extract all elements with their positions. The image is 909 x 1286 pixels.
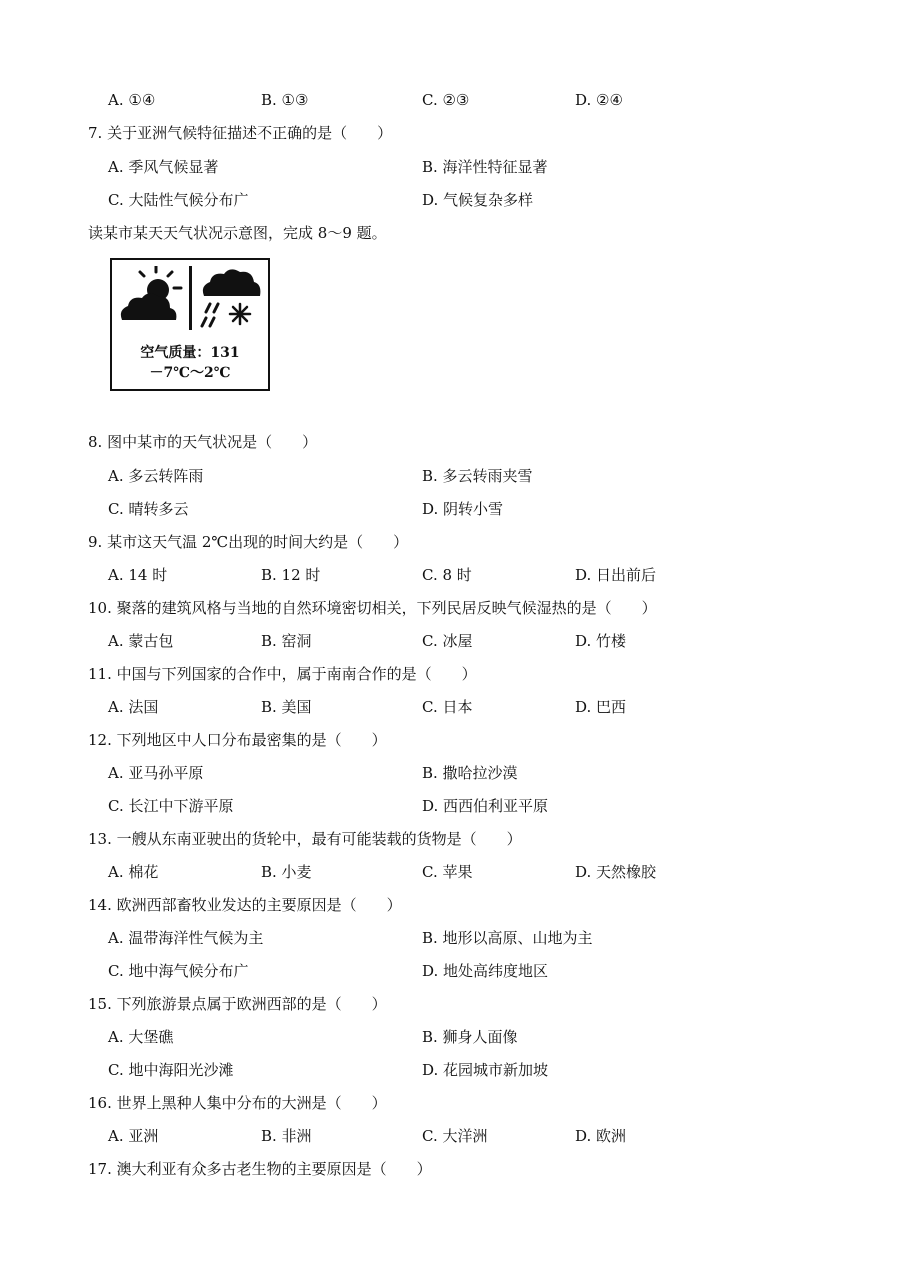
question-group-intro: 读某市某天天气状况示意图，完成 8～9 题。: [88, 224, 387, 242]
question-15-option-c: C. 地中海阳光沙滩: [108, 1061, 234, 1079]
question-12-option-d: D. 西西伯利亚平原: [422, 797, 549, 815]
question-14-stem: 14. 欧洲西部畜牧业发达的主要原因是（ ）: [88, 896, 402, 914]
question-8-option-a: A. 多云转阵雨: [108, 467, 204, 485]
question-11-stem: 11. 中国与下列国家的合作中，属于南南合作的是（ ）: [88, 665, 477, 683]
air-quality-label: 空气质量：131: [140, 345, 240, 361]
question-13-option-d: D. 天然橡胶: [575, 863, 657, 881]
question-13-option-a: A. 棉花: [108, 863, 159, 881]
question-12-option-b: B. 撒哈拉沙漠: [422, 764, 518, 782]
option-a: A. ①④: [108, 91, 156, 109]
question-17-stem: 17. 澳大利亚有众多古老生物的主要原因是（ ）: [88, 1160, 432, 1178]
option-d: D. ②④: [575, 91, 623, 109]
question-12-option-a: A. 亚马孙平原: [108, 764, 204, 782]
question-10-option-b: B. 窑洞: [261, 632, 312, 650]
question-11-option-a: A. 法国: [108, 698, 159, 716]
question-9-option-b: B. 12 时: [261, 566, 321, 584]
question-8-option-b: B. 多云转雨夹雪: [422, 467, 533, 485]
question-7-option-b: B. 海洋性特征显著: [422, 158, 548, 176]
temperature-range-label: －7℃～2℃: [149, 365, 231, 381]
question-16-option-d: D. 欧洲: [575, 1127, 627, 1145]
question-16-option-b: B. 非洲: [261, 1127, 312, 1145]
question-16-option-c: C. 大洋洲: [422, 1127, 488, 1145]
question-15-option-a: A. 大堡礁: [108, 1028, 174, 1046]
option-b: B. ①③: [261, 91, 309, 109]
question-9-option-c: C. 8 时: [422, 566, 472, 584]
question-10-option-d: D. 竹楼: [575, 632, 627, 650]
question-13-stem: 13. 一艘从东南亚驶出的货轮中，最有可能装载的货物是（ ）: [88, 830, 522, 848]
question-10-stem: 10. 聚落的建筑风格与当地的自然环境密切相关，下列民居反映气候湿热的是（ ）: [88, 599, 657, 617]
question-10-option-a: A. 蒙古包: [108, 632, 174, 650]
partly-cloudy-icon: [116, 266, 186, 332]
question-15-option-d: D. 花园城市新加坡: [422, 1061, 549, 1079]
question-8-option-c: C. 晴转多云: [108, 500, 189, 518]
question-7-stem: 7. 关于亚洲气候特征描述不正确的是（ ）: [88, 124, 393, 142]
question-12-stem: 12. 下列地区中人口分布最密集的是（ ）: [88, 731, 387, 749]
question-16-option-a: A. 亚洲: [108, 1127, 159, 1145]
question-9-option-d: D. 日出前后: [575, 566, 657, 584]
question-14-option-c: C. 地中海气候分布广: [108, 962, 249, 980]
question-9-stem: 9. 某市这天气温 2℃出现的时间大约是（ ）: [88, 533, 409, 551]
question-14-option-d: D. 地处高纬度地区: [422, 962, 549, 980]
question-14-option-b: B. 地形以高原、山地为主: [422, 929, 593, 947]
question-8-option-d: D. 阴转小雪: [422, 500, 504, 518]
question-9-option-a: A. 14 时: [108, 566, 168, 584]
question-14-option-a: A. 温带海洋性气候为主: [108, 929, 264, 947]
weather-figure: [110, 258, 270, 391]
question-11-option-c: C. 日本: [422, 698, 473, 716]
question-12-option-c: C. 长江中下游平原: [108, 797, 234, 815]
question-15-option-b: B. 狮身人面像: [422, 1028, 518, 1046]
question-13-option-b: B. 小麦: [261, 863, 312, 881]
question-11-option-b: B. 美国: [261, 698, 312, 716]
question-8-stem: 8. 图中某市的天气状况是（ ）: [88, 433, 318, 451]
question-13-option-c: C. 苹果: [422, 863, 473, 881]
question-7-option-d: D. 气候复杂多样: [422, 191, 534, 209]
question-10-option-c: C. 冰屋: [422, 632, 473, 650]
option-c: C. ②③: [422, 91, 470, 109]
question-15-stem: 15. 下列旅游景点属于欧洲西部的是（ ）: [88, 995, 387, 1013]
question-16-stem: 16. 世界上黑种人集中分布的大洲是（ ）: [88, 1094, 387, 1112]
rain-and-snow-icon: [196, 266, 266, 332]
question-7-option-a: A. 季风气候显著: [108, 158, 219, 176]
figure-divider: [189, 266, 192, 330]
question-7-option-c: C. 大陆性气候分布广: [108, 191, 249, 209]
question-11-option-d: D. 巴西: [575, 698, 627, 716]
